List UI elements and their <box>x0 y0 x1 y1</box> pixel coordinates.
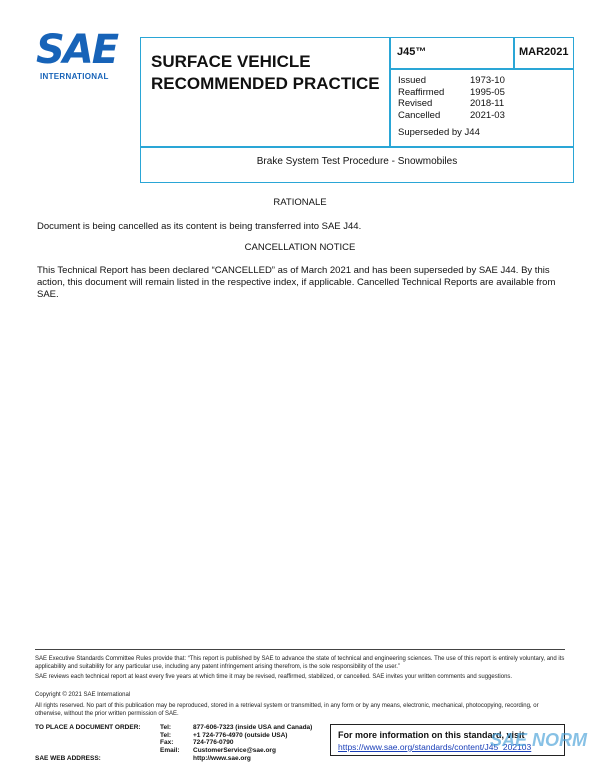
review-text: SAE reviews each technical report at least every five years at which time it may be revised, reaffirmed, stabilized, or cancelled. SAE invites your written comments and suggestions. <box>35 674 513 680</box>
contact-key: Tel: <box>160 731 172 739</box>
header-box <box>140 37 574 183</box>
superseded-note: Superseded by J44 <box>398 127 480 138</box>
divider <box>513 38 515 69</box>
order-label: TO PLACE A DOCUMENT ORDER: <box>35 724 141 731</box>
history-label: Revised <box>398 98 433 109</box>
history-label: Reaffirmed <box>398 86 445 98</box>
more-info-text: For more information on this standard, visit <box>338 730 525 740</box>
history-label: Issued <box>398 75 426 86</box>
contact-value: 724-776-0790 <box>193 739 234 747</box>
cancellation-text: This Technical Report has been declared “CANCELLED” as of March 2021 and has been superseded by SAE J44. By this action, this document will remain listed in the respective index, if applicable. Cancelled Technical Reports are available from SAE. <box>37 265 556 300</box>
history-label: Cancelled <box>398 109 441 121</box>
title-line-1: SURFACE VEHICLE <box>151 52 311 71</box>
history-value: 1995-05 <box>470 86 505 98</box>
rationale-heading: RATIONALE <box>273 197 327 208</box>
sae-logo <box>36 27 126 90</box>
history-row <box>398 75 505 87</box>
watermark: SAE NORM <box>490 730 588 750</box>
contact-key: Email: <box>160 747 180 755</box>
divider <box>389 38 391 147</box>
contact-value: 877-606-7323 (inside USA and Canada) <box>193 724 313 731</box>
standard-url-link[interactable]: https://www.sae.org/standards/content/J45_202103 <box>338 742 532 752</box>
logo-text: SAE <box>36 27 118 73</box>
divider <box>141 146 573 148</box>
contact-email[interactable]: CustomerService@sae.org <box>193 747 276 755</box>
history-row <box>398 98 505 110</box>
history-value: 2021-03 <box>470 109 505 121</box>
title-line-2: RECOMMENDED PRACTICE <box>151 74 380 93</box>
footer-divider <box>35 649 565 650</box>
committee-rules-text: SAE Executive Standards Committee Rules provide that: “This report is published by SAE to advance the state of technical and engineering sciences. The use of this report is entirely voluntary, and its applicability and suitability for any particular use, including any patent infringement arising therefrom, is the sole responsibility of the user.” <box>35 656 565 670</box>
document-history <box>398 75 505 121</box>
rights-text: All rights reserved. No part of this publication may be reproduced, stored in a retrieval system or transmitted, in any form or by any means, electronic, mechanical, photocopying, recording, or otherwise, without the prior written permission of SAE. <box>35 703 539 717</box>
contact-value: +1 724-776-4970 (outside USA) <box>193 731 288 739</box>
document-type-title <box>151 51 381 95</box>
rationale-text: Document is being cancelled as its content is being transferred into SAE J44. <box>37 221 362 232</box>
history-value: 1973-10 <box>470 75 505 86</box>
document-date: MAR2021 <box>519 46 569 58</box>
document-subtitle: Brake System Test Procedure - Snowmobiles <box>256 156 458 167</box>
history-value: 2018-11 <box>470 98 505 109</box>
cancellation-heading: CANCELLATION NOTICE <box>244 242 356 253</box>
web-label: SAE WEB ADDRESS: <box>35 755 101 762</box>
contact-key: Tel: <box>160 724 172 731</box>
logo-subtext: INTERNATIONAL <box>40 72 109 81</box>
history-row <box>398 110 505 122</box>
document-number: J45™ <box>397 46 427 58</box>
history-row <box>398 87 505 99</box>
copyright-text: Copyright © 2021 SAE International <box>35 692 131 698</box>
contact-key: Fax: <box>160 739 174 747</box>
website-link[interactable]: http://www.sae.org <box>193 754 251 762</box>
divider <box>389 68 573 70</box>
